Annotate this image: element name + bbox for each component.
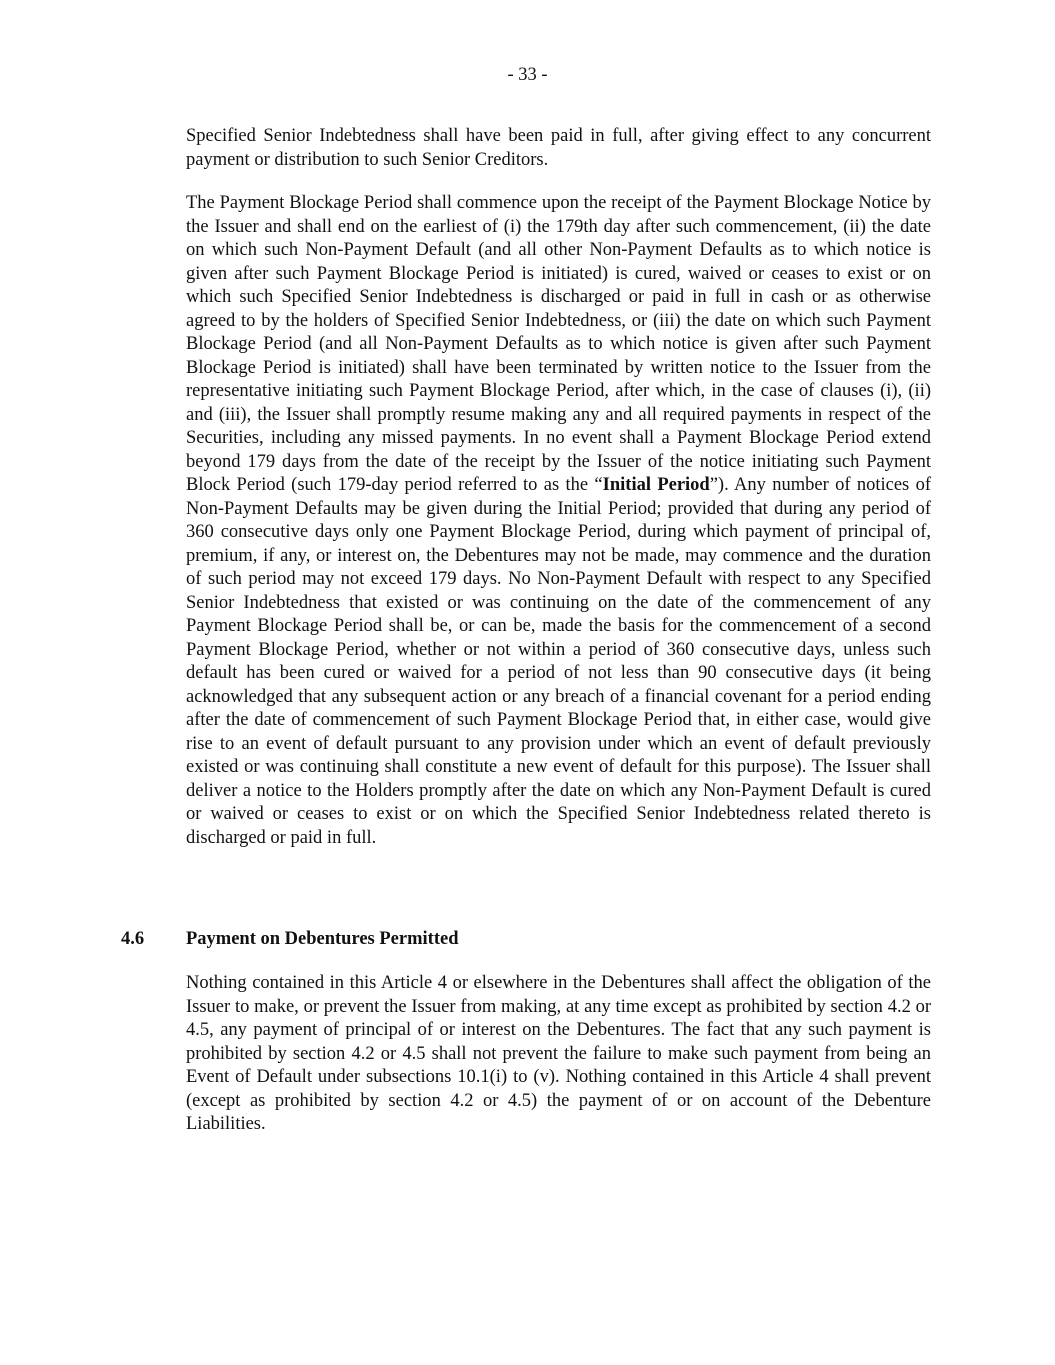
page-number: - 33 - (507, 65, 548, 85)
section-title: Payment on Debentures Permitted (186, 929, 459, 949)
defined-term-initial-period: Initial Period (602, 475, 710, 495)
paragraph-text-part-2: ”). Any number of notices of Non-Payment Defaults may be given during the Initial Period; provided that during any period of 360 consecutive days only one Payment Blockage Period, during which payment of principal of, premium, if any, or interest on, the Debentures may not be made, may commence and the duration of such period may not exceed 179 days. No Non-Payment Default with respect to any Specified Senior Indebtedness that existed or was continuing on the date of the commencement of any Payment Blockage Period shall be, or can be, made the basis for the commencement of a second Payment Blockage Period, whether or not within a period of 360 consecutive days, unless such default has been cured or waived for a period of not less than 90 consecutive days (it being acknowledged that any subsequent action or any breach of a financial covenant for a period ending after the date of commencement of such Payment Blockage Period that, in either case, would give rise to an event of default pursuant to any provision under which an event of default previously existed or was continuing shall constitute a new event of default for this purpose). The Issuer shall deliver a notice to the Holders promptly after the date on which any Non-Payment Default is cured or waived or ceases to exist or on which the Specified Senior Indebtedness related thereto is discharged or paid in full. (186, 475, 931, 848)
paragraph-continuation: Specified Senior Indebtedness shall have been paid in full, after giving effect to any concurrent payment or distribution to such Senior Creditors. (186, 126, 931, 170)
paragraph-payment-blockage-period (186, 192, 931, 850)
paragraph-section-body: Nothing contained in this Article 4 or elsewhere in the Debentures shall affect the obligation of the Issuer to make, or prevent the Issuer from making, at any time except as prohibited by section 4.2 or 4.5, any payment of principal of or interest on the Debentures. The fact that any such payment is prohibited by section 4.2 or 4.5 shall not prevent the failure to make such payment from being an Event of Default under subsections 10.1(i) to (v). Nothing contained in this Article 4 shall prevent (except as prohibited by section 4.2 or 4.5) the payment of or on account of the Debenture Liabilities. (186, 973, 931, 1134)
section-number: 4.6 (121, 929, 145, 949)
paragraph-text-part-1: The Payment Blockage Period shall commence upon the receipt of the Payment Blockage Notice by the Issuer and shall end on the earliest of (i) the 179th day after such commencement, (ii) the date on which such Non-Payment Default (and all other Non-Payment Defaults as to which notice is given after such Payment Blockage Period is initiated) is cured, waived or ceases to exist or on which such Specified Senior Indebtedness is discharged or paid in full in cash or as otherwise agreed to by the holders of Specified Senior Indebtedness, or (iii) the date on which such Payment Blockage Period (and all Non-Payment Defaults as to which notice is given after such Payment Blockage Period is initiated) shall have been terminated by written notice to the Issuer from the representative initiating such Payment Blockage Period, after which, in the case of clauses (i), (ii) and (iii), the Issuer shall promptly resume making any and all required payments in respect of the Securities, including any missed payments. In no event shall a Payment Blockage Period extend beyond 179 days from the date of the receipt by the Issuer of the notice initiating such Payment Block Period (such 179-day period referred to as the “ (186, 193, 931, 495)
section-body (186, 972, 931, 1137)
body-text (186, 125, 931, 850)
